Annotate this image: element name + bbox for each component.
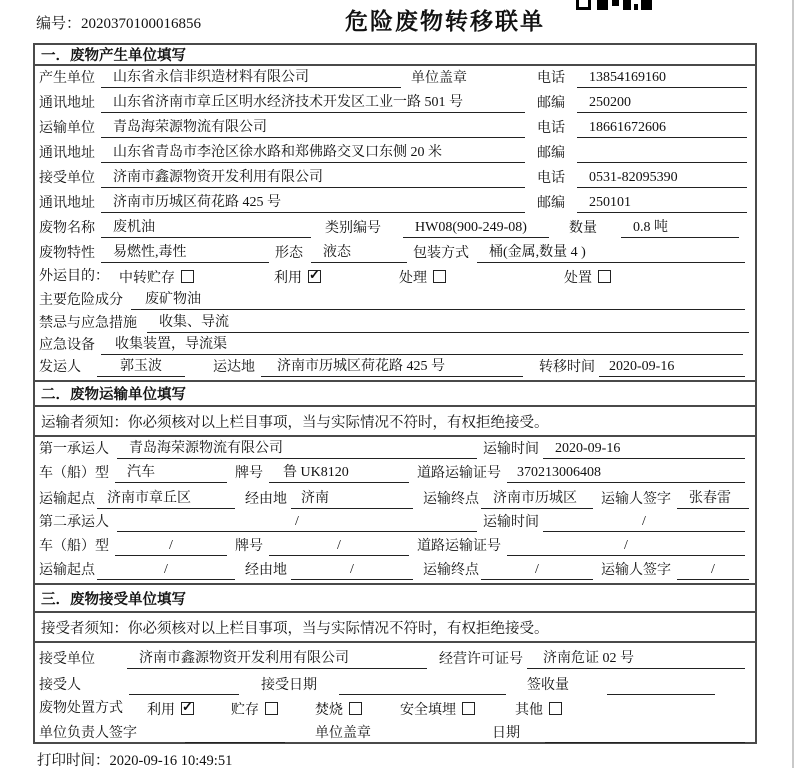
checkbox-label: 焚烧 (315, 702, 343, 718)
field-manager-sign (185, 723, 285, 743)
label-pack: 包装方式 (413, 246, 469, 261)
field-vehicle2: / (115, 536, 227, 556)
field-phone2: 18661672606 (577, 118, 747, 138)
label-category: 类别编号 (325, 221, 381, 236)
field-license: 济南危证 02 号 (527, 649, 745, 669)
label-receiver: 接受人 (39, 678, 81, 693)
field-plate1: 鲁 UK8120 (269, 463, 409, 483)
label-origin: 运输起点 (39, 563, 95, 578)
row-receive-unit (35, 166, 755, 191)
purpose-option (399, 267, 446, 287)
field-road-cert1: 370213006408 (507, 463, 745, 483)
field-end2: / (481, 560, 593, 580)
row-carrier1 (35, 437, 755, 462)
row-equip (35, 336, 755, 358)
disposal-option (147, 699, 194, 719)
label-qty: 数量 (569, 221, 597, 236)
label-receive-date: 接受日期 (261, 678, 317, 693)
field-waste-prop: 易燃性,毒性 (101, 243, 269, 263)
row-addr2 (35, 141, 755, 166)
checkbox-label: 中转贮存 (119, 270, 175, 286)
field-zip3: 250101 (577, 193, 747, 213)
row-addr1 (35, 91, 755, 116)
row-route1 (35, 486, 755, 512)
field-carrier-sign1: 张春雷 (677, 489, 749, 509)
row-produce-unit (35, 66, 755, 91)
label-vehicle-type: 车（船）型 (39, 539, 109, 554)
field-addr3: 济南市历城区荷花路 425 号 (101, 193, 525, 213)
checkbox-label: 利用 (147, 702, 175, 718)
section2-header: 二．废物运输单位填写 (35, 380, 755, 407)
label-transfer-time: 转移时间 (539, 360, 595, 375)
label-addr: 通讯地址 (39, 146, 95, 161)
field-dest: 济南市历城区荷花路 425 号 (261, 357, 523, 377)
label-unit-seal: 单位盖章 (411, 71, 467, 86)
section1-header: 一．废物产生单位填写 (35, 45, 755, 66)
label-plate: 牌号 (235, 466, 263, 481)
label-origin: 运输起点 (39, 492, 95, 507)
field-origin1: 济南市章丘区 (97, 489, 235, 509)
field-via1: 济南 (291, 489, 413, 509)
field-addr1: 山东省济南市章丘区明水经济技术开发区工业一路 501 号 (101, 93, 525, 113)
label-carrier1: 第一承运人 (39, 442, 109, 457)
field-receive-unit: 济南市鑫源物资开发利用有限公司 (101, 168, 525, 188)
row-carrier2 (35, 512, 755, 535)
field-equip: 收集装置，导流渠 (101, 335, 743, 355)
label-purpose: 外运目的： (39, 269, 109, 284)
field-waste-name: 废机油 (101, 218, 311, 238)
field-hazard: 废矿物油 (131, 290, 745, 310)
label-addr: 通讯地址 (39, 96, 95, 111)
label-transport-time: 运输时间 (483, 442, 539, 457)
row-hazard (35, 290, 755, 313)
label-phone: 电话 (537, 71, 565, 86)
label-via: 经由地 (245, 492, 287, 507)
disposal-option (515, 699, 562, 719)
checkbox-icon (265, 702, 278, 715)
label-manager-sign: 单位负责人签字 (39, 726, 137, 741)
label-hazard: 主要危险成分 (39, 293, 123, 308)
page-title: 危险废物转移联单 (345, 8, 545, 34)
label-waste-prop: 废物特性 (39, 246, 95, 261)
label-carrier-sign: 运输人签字 (601, 563, 671, 578)
field-carrier2: / (117, 512, 477, 532)
field-via2: / (291, 560, 413, 580)
field-shipper: 郭玉波 (97, 357, 185, 377)
field-end1: 济南市历城区 (481, 489, 593, 509)
field-addr2: 山东省青岛市李沧区徐水路和郑佛路交叉口东侧 20 米 (101, 143, 525, 163)
label-form: 形态 (275, 246, 303, 261)
label-plate: 牌号 (235, 539, 263, 554)
receiver-notice: 接受者须知：你必须核对以上栏目事项，当与实际情况不符时，有权拒绝接受。 (35, 613, 755, 643)
label-carrier2: 第二承运人 (39, 515, 109, 530)
row-waste-prop (35, 241, 755, 266)
print-time-value: 2020-09-16 10:49:51 (109, 753, 233, 769)
field-zip1: 250200 (577, 93, 747, 113)
manifest-form-table (33, 43, 757, 744)
row-vehicle1 (35, 462, 755, 486)
row-transport-unit (35, 116, 755, 141)
checkbox-label: 利用 (274, 270, 302, 286)
print-time-label: 打印时间： (37, 753, 110, 769)
label-shipper: 发运人 (39, 360, 81, 375)
label-carrier-sign: 运输人签字 (601, 492, 671, 507)
checkbox-icon (181, 270, 194, 283)
row-receive-unit3 (35, 643, 755, 672)
field-pack: 桶(金属,数量 4 ) (477, 243, 745, 263)
row-manager-sign (35, 722, 755, 746)
row-receiver (35, 672, 755, 698)
label-end: 运输终点 (423, 563, 479, 578)
label-waste-name: 废物名称 (39, 221, 95, 236)
section3-header: 三．废物接受单位填写 (35, 583, 755, 613)
field-transport-time1: 2020-09-16 (543, 439, 745, 459)
label-phone: 电话 (537, 121, 565, 136)
row-purpose (35, 266, 755, 290)
label-produce-unit: 产生单位 (39, 71, 95, 86)
field-date (545, 723, 745, 743)
label-zip: 邮编 (537, 196, 565, 211)
checkbox-icon (598, 270, 611, 283)
label-dest: 运达地 (213, 360, 255, 375)
field-zip2 (577, 143, 747, 163)
field-vehicle1: 汽车 (115, 463, 227, 483)
checkbox-label: 处置 (564, 270, 592, 286)
label-addr: 通讯地址 (39, 196, 95, 211)
label-transport-unit: 运输单位 (39, 121, 95, 136)
print-time (37, 749, 232, 770)
label-via: 经由地 (245, 563, 287, 578)
field-carrier-sign2: / (677, 560, 749, 580)
field-phone3: 0531-82095390 (577, 168, 747, 188)
checkbox-icon (462, 702, 475, 715)
field-phone: 13854169160 (577, 68, 747, 88)
label-zip: 邮编 (537, 146, 565, 161)
field-road-cert2: / (507, 536, 745, 556)
label-receive-unit: 接受单位 (39, 652, 95, 667)
checkbox-label: 贮存 (231, 702, 259, 718)
field-carrier1: 青岛海荣源物流有限公司 (117, 439, 477, 459)
row-route2 (35, 559, 755, 583)
row-taboo (35, 313, 755, 336)
label-end: 运输终点 (423, 492, 479, 507)
label-disposal: 废物处置方式 (39, 701, 123, 716)
label-road-cert: 道路运输证号 (417, 539, 501, 554)
checkbox-icon (181, 702, 194, 715)
field-receiver (129, 675, 239, 695)
field-produce-unit: 山东省永信非织造材料有限公司 (101, 68, 401, 88)
field-taboo: 收集、导流 (147, 313, 749, 333)
checkbox-label: 安全填埋 (400, 702, 456, 718)
label-equip: 应急设备 (39, 338, 95, 353)
field-qty: 0.8 吨 (621, 218, 739, 238)
checkbox-icon (433, 270, 446, 283)
field-origin2: / (97, 560, 235, 580)
field-transfer-time: 2020-09-16 (599, 357, 745, 377)
qr-code-fragment-icon (576, 0, 656, 10)
purpose-option (564, 267, 611, 287)
row-vehicle2 (35, 535, 755, 559)
field-receive-date (339, 675, 506, 695)
checkbox-label: 处理 (399, 270, 427, 286)
row-shipper (35, 358, 755, 380)
field-transport-unit: 青岛海荣源物流有限公司 (101, 118, 525, 138)
label-vehicle-type: 车（船）型 (39, 466, 109, 481)
label-taboo: 禁忌与应急措施 (39, 316, 137, 331)
label-unit-seal: 单位盖章 (315, 726, 371, 741)
row-addr3 (35, 191, 755, 216)
doc-number-value: 2020370100016856 (81, 16, 202, 32)
label-transport-time: 运输时间 (483, 515, 539, 530)
checkbox-icon (308, 270, 321, 283)
purpose-option (119, 267, 194, 287)
field-sign-qty (607, 675, 715, 695)
field-transport-time2: / (543, 512, 745, 532)
label-receive-unit: 接受单位 (39, 171, 95, 186)
page-edge-divider (792, 0, 794, 768)
label-phone: 电话 (537, 171, 565, 186)
label-zip: 邮编 (537, 96, 565, 111)
checkbox-label: 其他 (515, 702, 543, 718)
purpose-option (274, 267, 321, 287)
disposal-option (231, 699, 278, 719)
label-date: 日期 (492, 726, 520, 741)
checkbox-icon (549, 702, 562, 715)
row-disposal (35, 698, 755, 722)
doc-number (36, 12, 201, 33)
label-sign-qty: 签收量 (527, 678, 569, 693)
doc-number-label: 编号： (36, 16, 82, 32)
carrier-notice: 运输者须知：你必须核对以上栏目事项，当与实际情况不符时，有权拒绝接受。 (35, 407, 755, 437)
row-waste-name (35, 216, 755, 241)
field-receive-unit3: 济南市鑫源物资开发利用有限公司 (127, 649, 427, 669)
field-plate2: / (269, 536, 409, 556)
checkbox-icon (349, 702, 362, 715)
field-category: HW08(900-249-08) (403, 218, 549, 238)
disposal-option (315, 699, 362, 719)
label-road-cert: 道路运输证号 (417, 466, 501, 481)
label-license: 经营许可证号 (439, 652, 523, 667)
disposal-option (400, 699, 475, 719)
field-form: 液态 (311, 243, 407, 263)
